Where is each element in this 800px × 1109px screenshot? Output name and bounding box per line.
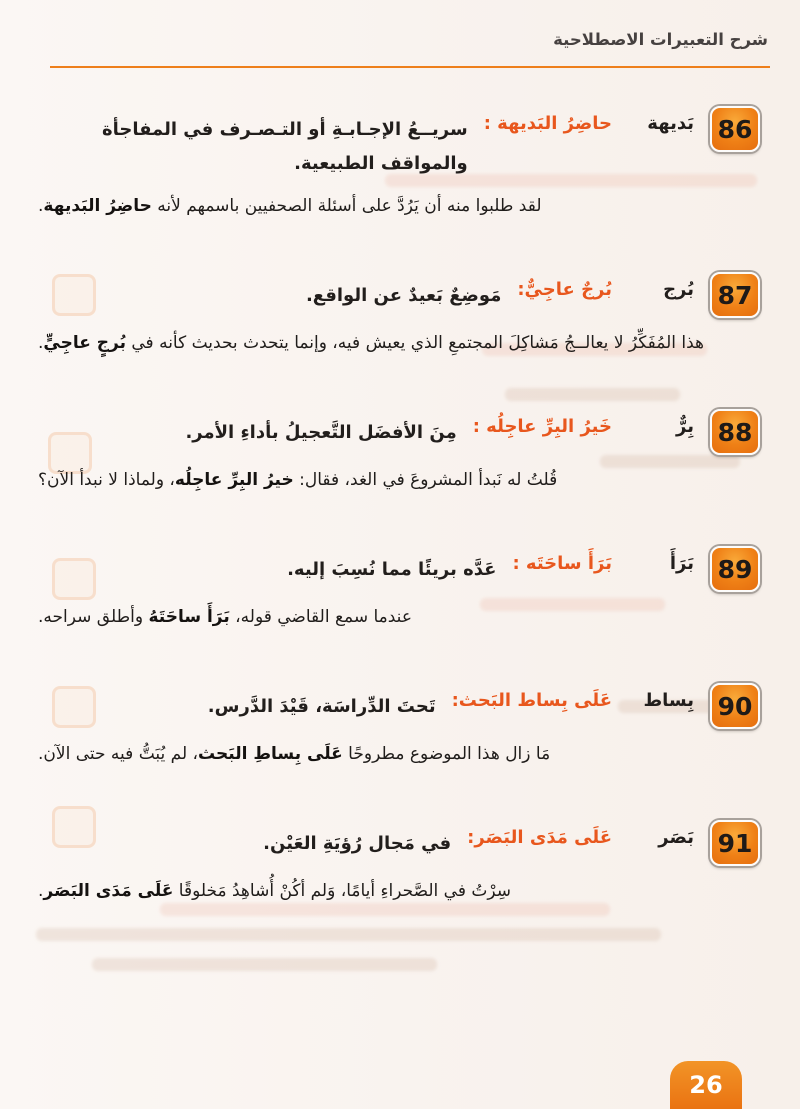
example-text-after: ، لم يُبَتُّ فيه حتى الآن.: [38, 744, 199, 764]
entry-example-sentence: [38, 598, 760, 636]
entry-definition: سريــعُ الإجـابـةِ أو التـصـرف في المفاجأة والمواقف الطبيعية.: [101, 119, 468, 174]
entry-definition: مَوضِعٌ بَعيدٌ عن الواقع.: [305, 285, 502, 306]
entry-number-badge: 88: [710, 409, 760, 455]
entry-example-sentence: [38, 735, 760, 773]
example-idiom-emphasis: بُرجٍ عاجِيٍّ: [43, 333, 126, 353]
entry-headword: بِساط: [643, 690, 694, 711]
entry-header-row: [38, 272, 760, 318]
entry-idiom-title: خَيرُ البِرِّ عاجِلُه :: [472, 416, 612, 437]
entry-header-row: [38, 409, 760, 455]
entry-idiom-title: حاضِرُ البَديهة :: [483, 113, 612, 134]
entry-example-sentence: [38, 187, 760, 225]
entries-list: [38, 106, 760, 957]
entry-number-badge: 91: [710, 820, 760, 866]
entry-header-row: [38, 106, 760, 181]
entry-definition: تَحتَ الدِّراسَة، قَيْدَ الدَّرس.: [207, 696, 436, 717]
example-text-before: هذا المُفَكِّرُ لا يعالــجُ مَشاكِلَ المجتمعِ الذي يعيش فيه، وإنما يتحدث بحديث كأنه في: [125, 333, 705, 353]
entry-headword: بِرٌّ: [676, 416, 694, 437]
dictionary-entry: [38, 106, 760, 225]
example-text-after: ، ولماذا لا نبدأ الآن؟: [38, 470, 175, 490]
page-number: 26: [689, 1071, 723, 1099]
entry-idiom-title: عَلَى بِساط البَحث:: [451, 690, 612, 711]
example-text-after: وأطلق سراحه.: [38, 607, 149, 627]
header-divider-line: [50, 66, 770, 68]
example-text-before: مَا زال هذا الموضوع مطروحًا: [342, 744, 551, 764]
entry-idiom-title: عَلَى مَدَى البَصَر:: [467, 827, 612, 848]
example-text-before: عندما سمع القاضي قوله،: [229, 607, 412, 627]
entry-example-sentence: [38, 461, 760, 499]
entry-idiom-title: بُرجٌ عاجِيٌّ:: [517, 279, 612, 300]
example-text-after: .: [38, 881, 44, 901]
entry-header-row: [38, 546, 760, 592]
dictionary-entry: [38, 272, 760, 362]
entry-header-row: [38, 683, 760, 729]
example-text-after: .: [38, 196, 44, 216]
entry-number-badge: 87: [710, 272, 760, 318]
entry-headword: بَرَأَ: [669, 553, 694, 574]
entry-headword: بَديهة: [647, 113, 694, 134]
entry-example-sentence: [38, 872, 760, 910]
page-header-title: شرح التعبيرات الاصطلاحية: [553, 30, 768, 49]
example-text-before: سِرْتُ في الصَّحراءِ أيامًا، وَلم أكُنْ أُشاهِدُ مَخلوقًا: [173, 881, 511, 901]
entry-headword: بَصَر: [658, 827, 694, 848]
entry-definition: عَدَّه بريئًا مما نُسِبَ إليه.: [287, 559, 497, 580]
example-idiom-emphasis: خيرُ البِرِّ عاجِلُه: [174, 470, 294, 490]
example-text-before: لقد طلبوا منه أن يَرُدَّ على أسئلة الصحفيين باسمهم لأنه: [151, 196, 542, 216]
entry-idiom-title: بَرَأَ ساحَتَه :: [512, 553, 612, 574]
example-text-after: .: [38, 333, 44, 353]
page-header: [50, 30, 768, 49]
dictionary-entry: [38, 683, 760, 773]
example-idiom-emphasis: بَرَأَ ساحَتَهُ: [148, 607, 230, 627]
dictionary-entry: [38, 820, 760, 910]
entry-example-sentence: [38, 324, 760, 362]
example-idiom-emphasis: عَلَى بِساطِ البَحث: [198, 744, 343, 764]
example-idiom-emphasis: عَلَى مَدَى البَصَر: [43, 881, 174, 901]
entry-definition: مِنَ الأفضَل التَّعجيلُ بأداءِ الأمر.: [185, 422, 457, 443]
example-idiom-emphasis: حاضِرُ البَديهة: [43, 196, 152, 216]
entry-definition: في مَجال رُؤيَةِ العَيْن.: [263, 833, 452, 854]
page-number-badge: [670, 1061, 742, 1109]
dictionary-entry: [38, 546, 760, 636]
example-text-before: قُلتُ له نَبدأ المشروعَ في الغد، فقال:: [293, 470, 558, 490]
entry-number-badge: 89: [710, 546, 760, 592]
entry-number-badge: 90: [710, 683, 760, 729]
showthrough-text: [92, 958, 437, 971]
dictionary-entry: [38, 409, 760, 499]
entry-header-row: [38, 820, 760, 866]
entry-headword: بُرج: [663, 279, 694, 300]
entry-number-badge: 86: [710, 106, 760, 152]
